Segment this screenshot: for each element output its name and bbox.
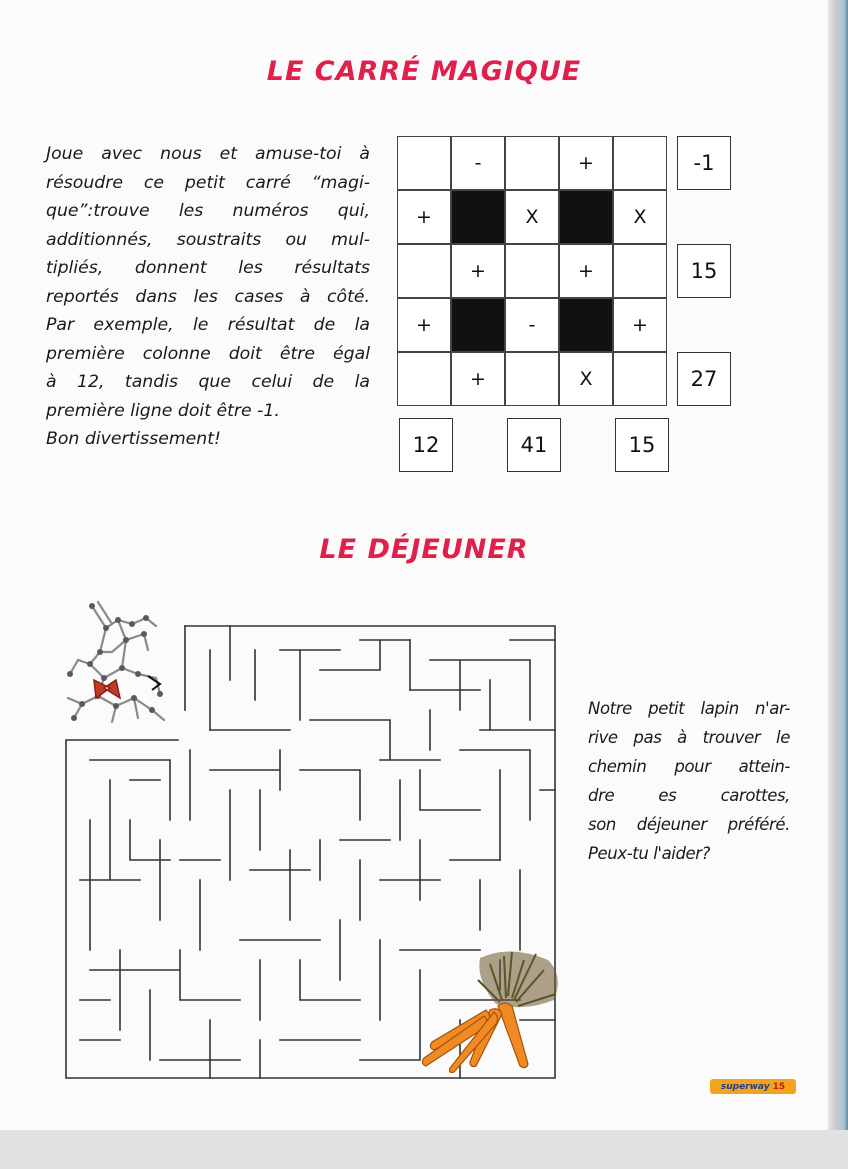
blocked-cell	[559, 298, 613, 352]
intro-line: première colonne doit être égal	[46, 343, 370, 364]
row-result: 27	[677, 352, 731, 406]
maze-wall	[410, 640, 555, 730]
lunch-title: LE DÉJEUNER	[319, 534, 529, 565]
maze-wall	[340, 840, 520, 950]
intro-line: Joue avec nous et amuse-toi à	[46, 144, 370, 164]
intro-line: résoudre ce petit carré “magi-	[46, 172, 370, 193]
intro-line: Bon divertissement!	[46, 429, 221, 449]
maze-wall	[210, 626, 410, 730]
maze-text-line: Notre petit lapin n'ar-	[588, 699, 790, 718]
scan-background	[0, 1130, 848, 1169]
number-cell[interactable]	[613, 136, 667, 190]
intro-line: tipliés, donnent les résultats	[46, 258, 370, 278]
operator-cell: -	[451, 136, 505, 190]
maze-wall	[380, 750, 555, 860]
number-cell[interactable]	[613, 352, 667, 406]
blocked-cell	[559, 190, 613, 244]
number-cell[interactable]	[505, 136, 559, 190]
operator-cell: +	[397, 298, 451, 352]
row-result: -1	[677, 136, 731, 190]
blocked-cell	[451, 190, 505, 244]
page-number-badge	[710, 1079, 796, 1094]
intro-line: additionnés, soustraits ou mul-	[46, 229, 370, 250]
magazine-logo: superway	[720, 1081, 770, 1092]
magic-square-title: LE CARRÉ MAGIQUE	[266, 56, 582, 87]
number-cell[interactable]	[613, 244, 667, 298]
operator-cell: +	[451, 244, 505, 298]
maze-text-line: Peux-tu l'aider?	[588, 844, 711, 863]
column-result: 41	[507, 418, 561, 472]
operator-cell: +	[451, 352, 505, 406]
magic-square-instructions	[46, 140, 370, 454]
intro-line: reportés dans les cases à côté.	[46, 286, 370, 307]
maze-wall	[90, 760, 170, 950]
operator-cell: X	[559, 352, 613, 406]
maze-text-line: rive pas à trouver le	[588, 728, 790, 747]
column-result: 15	[615, 418, 669, 472]
operator-cell: -	[505, 298, 559, 352]
operator-cell: +	[613, 298, 667, 352]
page-number: 15	[772, 1081, 786, 1092]
intro-line: à 12, tandis que celui de la	[46, 372, 370, 392]
maze-instructions	[588, 694, 790, 868]
number-cell[interactable]	[397, 244, 451, 298]
operator-cell: X	[505, 190, 559, 244]
maze-wall	[240, 920, 380, 1040]
number-cell[interactable]	[505, 244, 559, 298]
operator-cell: +	[397, 190, 451, 244]
operator-cell: X	[613, 190, 667, 244]
intro-line: Par exemple, le résultat de la	[46, 315, 370, 335]
maze-text-line: son déjeuner préféré.	[588, 815, 790, 834]
operator-cell: +	[559, 244, 613, 298]
maze-wall	[80, 840, 320, 950]
maze-wall	[80, 950, 240, 1078]
maze-text-line: chemin pour attein-	[588, 757, 790, 776]
number-cell[interactable]	[397, 136, 451, 190]
operator-cell: +	[559, 136, 613, 190]
carrots-illustration	[420, 950, 570, 1080]
intro-line: première ligne doit être -1.	[46, 400, 280, 421]
maze-text-line: dre es carottes,	[588, 786, 790, 805]
column-result: 12	[399, 418, 453, 472]
maze-wall	[80, 1000, 260, 1078]
number-cell[interactable]	[397, 352, 451, 406]
number-cell[interactable]	[505, 352, 559, 406]
row-result: 15	[677, 244, 731, 298]
page-edge	[828, 0, 848, 1130]
intro-line: que”:trouve les numéros qui,	[46, 201, 370, 221]
blocked-cell	[451, 298, 505, 352]
